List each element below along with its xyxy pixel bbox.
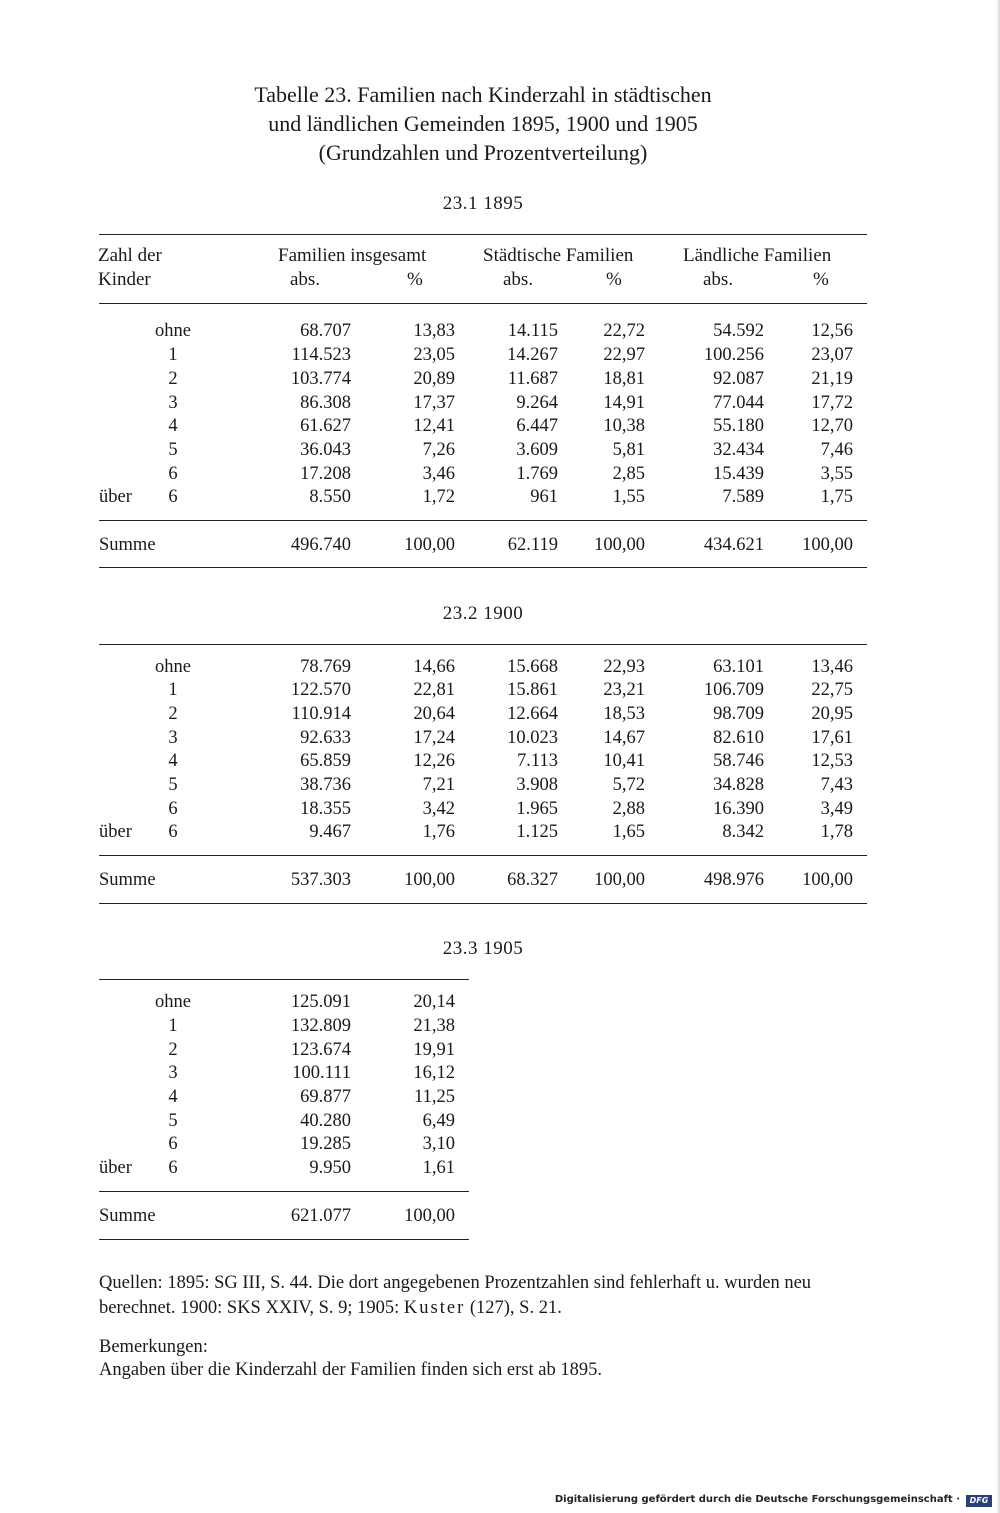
cell-insgesamt-pct: 19,91 — [413, 1040, 455, 1060]
header-kinder: Kinder — [98, 269, 151, 290]
cell-insgesamt-abs: 100.111 — [292, 1063, 351, 1083]
row-label: 4 — [168, 416, 178, 436]
cell-insgesamt-pct: 3,10 — [422, 1134, 455, 1154]
table-row — [0, 1061, 1000, 1085]
cell-staedtisch-abs: 12.664 — [507, 704, 558, 724]
cell-staedtisch-abs: 15.668 — [507, 657, 558, 677]
sum-row — [0, 533, 1000, 557]
cell-insgesamt-abs: 18.355 — [300, 799, 351, 819]
sum-insgesamt-pct: 100,00 — [404, 535, 455, 555]
header-abs-2: abs. — [503, 269, 534, 290]
section-top-rule — [99, 644, 867, 645]
row-prefix: über — [99, 822, 132, 842]
sum-insgesamt-abs: 621.077 — [290, 1206, 351, 1226]
cell-staedtisch-abs: 1.769 — [516, 464, 558, 484]
cell-insgesamt-pct: 17,24 — [413, 728, 455, 748]
cell-insgesamt-pct: 17,37 — [413, 393, 455, 413]
cell-staedtisch-abs: 1.965 — [516, 799, 558, 819]
sum-top-rule — [99, 520, 867, 521]
cell-laendlich-pct: 7,43 — [820, 775, 853, 795]
sum-laendlich-pct: 100,00 — [802, 535, 853, 555]
cell-laendlich-pct: 3,49 — [820, 799, 853, 819]
header-top-rule — [99, 234, 867, 235]
table-row — [0, 749, 1000, 773]
row-label: 6 — [168, 464, 178, 484]
sum-staedtisch-pct: 100,00 — [594, 870, 645, 890]
header-laendliche-familien: Ländliche Familien — [683, 245, 832, 266]
row-prefix: über — [99, 487, 132, 507]
row-label: 2 — [168, 369, 178, 389]
header-pct-1: % — [407, 269, 423, 290]
cell-staedtisch-pct: 18,81 — [603, 369, 645, 389]
row-label: 5 — [168, 775, 178, 795]
cell-laendlich-pct: 13,46 — [811, 657, 853, 677]
cell-laendlich-pct: 23,07 — [811, 345, 853, 365]
table-row — [0, 485, 1000, 509]
cell-insgesamt-abs: 125.091 — [290, 992, 351, 1012]
cell-insgesamt-abs: 9.950 — [309, 1158, 351, 1178]
cell-insgesamt-abs: 122.570 — [290, 680, 351, 700]
row-label: 6 — [168, 822, 178, 842]
cell-staedtisch-pct: 23,21 — [603, 680, 645, 700]
cell-laendlich-abs: 32.434 — [713, 440, 764, 460]
cell-laendlich-abs: 16.390 — [713, 799, 764, 819]
cell-insgesamt-abs: 38.736 — [300, 775, 351, 795]
table-row — [0, 678, 1000, 702]
cell-insgesamt-pct: 20,64 — [413, 704, 455, 724]
cell-laendlich-abs: 58.746 — [713, 751, 764, 771]
cell-staedtisch-abs: 10.023 — [507, 728, 558, 748]
cell-laendlich-abs: 15.439 — [713, 464, 764, 484]
cell-insgesamt-abs: 103.774 — [290, 369, 351, 389]
row-label: 3 — [168, 1063, 178, 1083]
sum-staedtisch-abs: 62.119 — [507, 535, 558, 555]
row-label: 5 — [168, 1111, 178, 1131]
cell-staedtisch-pct: 1,55 — [612, 487, 645, 507]
cell-insgesamt-abs: 78.769 — [300, 657, 351, 677]
cell-insgesamt-pct: 20,89 — [413, 369, 455, 389]
sources-note — [99, 1271, 879, 1321]
cell-insgesamt-pct: 20,14 — [413, 992, 455, 1012]
cell-staedtisch-abs: 3.908 — [516, 775, 558, 795]
cell-insgesamt-abs: 92.633 — [300, 728, 351, 748]
cell-insgesamt-pct: 14,66 — [413, 657, 455, 677]
section-end-rule — [99, 1239, 469, 1240]
sum-insgesamt-abs: 537.303 — [290, 870, 351, 890]
table-row — [0, 990, 1000, 1014]
cell-insgesamt-abs: 36.043 — [300, 440, 351, 460]
cell-insgesamt-abs: 123.674 — [290, 1040, 351, 1060]
section-end-rule — [99, 903, 867, 904]
cell-staedtisch-pct: 5,72 — [612, 775, 645, 795]
row-label: 3 — [168, 393, 178, 413]
cell-staedtisch-pct: 1,65 — [612, 822, 645, 842]
row-label: 6 — [168, 1158, 178, 1178]
sum-laendlich-abs: 434.621 — [703, 535, 764, 555]
title-line-2: und ländlichen Gemeinden 1895, 1900 und 1905 — [268, 111, 698, 136]
table-row — [0, 367, 1000, 391]
cell-staedtisch-abs: 1.125 — [516, 822, 558, 842]
cell-staedtisch-abs: 961 — [530, 487, 558, 507]
table-row — [0, 438, 1000, 462]
header-pct-2: % — [606, 269, 622, 290]
cell-insgesamt-pct: 22,81 — [413, 680, 455, 700]
title-line-3: (Grundzahlen und Prozentverteilung) — [318, 140, 648, 165]
remarks-text: Angaben über die Kinderzahl der Familien finden sich erst ab 1895. — [99, 1360, 602, 1380]
cell-laendlich-abs: 106.709 — [703, 680, 764, 700]
table-row — [0, 1109, 1000, 1133]
cell-insgesamt-abs: 8.550 — [309, 487, 351, 507]
header-familien-insgesamt: Familien insgesamt — [278, 245, 427, 266]
sources-author: Kuster — [403, 1298, 466, 1318]
cell-laendlich-abs: 82.610 — [713, 728, 764, 748]
sum-insgesamt-pct: 100,00 — [404, 870, 455, 890]
cell-insgesamt-abs: 19.285 — [300, 1134, 351, 1154]
row-label: 4 — [168, 751, 178, 771]
sum-row — [0, 868, 1000, 892]
dfg-logo: DFG — [966, 1495, 992, 1507]
sum-laendlich-pct: 100,00 — [802, 870, 853, 890]
cell-laendlich-abs: 8.342 — [722, 822, 764, 842]
cell-staedtisch-abs: 3.609 — [516, 440, 558, 460]
cell-laendlich-abs: 54.592 — [713, 321, 764, 341]
sources-text-1: Quellen: 1895: SG III, S. 44. Die dort angegebenen Prozentzahlen sind fehlerhaft u. wurden neu berechnet. 1900: SKS XXIV, S. 9; 1905: — [99, 1273, 812, 1318]
cell-insgesamt-pct: 3,46 — [422, 464, 455, 484]
cell-staedtisch-pct: 18,53 — [603, 704, 645, 724]
cell-insgesamt-abs: 132.809 — [290, 1016, 351, 1036]
row-label: 6 — [168, 1134, 178, 1154]
title-line-1: Tabelle 23. Familien nach Kinderzahl in städtischen — [254, 82, 712, 107]
cell-insgesamt-abs: 40.280 — [300, 1111, 351, 1131]
cell-laendlich-abs: 77.044 — [713, 393, 764, 413]
cell-staedtisch-abs: 7.113 — [517, 751, 558, 771]
header-abs-3: abs. — [703, 269, 734, 290]
cell-staedtisch-pct: 10,38 — [603, 416, 645, 436]
section-title-1895: 23.1 1895 — [442, 193, 524, 214]
cell-laendlich-abs: 7.589 — [722, 487, 764, 507]
cell-staedtisch-abs: 15.861 — [507, 680, 558, 700]
cell-insgesamt-abs: 65.859 — [300, 751, 351, 771]
cell-insgesamt-pct: 21,38 — [413, 1016, 455, 1036]
cell-insgesamt-abs: 17.208 — [300, 464, 351, 484]
cell-laendlich-abs: 55.180 — [713, 416, 764, 436]
row-label: 3 — [168, 728, 178, 748]
header-pct-3: % — [813, 269, 829, 290]
table-row — [0, 726, 1000, 750]
cell-laendlich-pct: 12,56 — [811, 321, 853, 341]
row-label: 1 — [168, 1016, 178, 1036]
cell-insgesamt-pct: 1,72 — [422, 487, 455, 507]
cell-insgesamt-pct: 13,83 — [413, 321, 455, 341]
cell-insgesamt-pct: 7,26 — [422, 440, 455, 460]
sum-insgesamt-pct: 100,00 — [404, 1206, 455, 1226]
cell-laendlich-pct: 3,55 — [820, 464, 853, 484]
cell-insgesamt-pct: 1,61 — [422, 1158, 455, 1178]
row-label: 2 — [168, 704, 178, 724]
row-prefix: über — [99, 1158, 132, 1178]
cell-staedtisch-abs: 14.115 — [507, 321, 558, 341]
table-row — [0, 319, 1000, 343]
table-row — [0, 702, 1000, 726]
table-row — [0, 820, 1000, 844]
table-row — [0, 462, 1000, 486]
cell-laendlich-pct: 1,75 — [820, 487, 853, 507]
table-title — [0, 80, 966, 167]
section-end-rule — [99, 567, 867, 568]
cell-laendlich-pct: 17,61 — [811, 728, 853, 748]
cell-insgesamt-abs: 86.308 — [300, 393, 351, 413]
cell-laendlich-pct: 12,70 — [811, 416, 853, 436]
row-label: 1 — [168, 680, 178, 700]
table-row — [0, 1132, 1000, 1156]
sum-label: Summe — [99, 870, 156, 890]
remarks-title: Bemerkungen: — [99, 1337, 208, 1357]
cell-staedtisch-pct: 14,91 — [603, 393, 645, 413]
cell-insgesamt-abs: 61.627 — [300, 416, 351, 436]
cell-staedtisch-abs: 6.447 — [516, 416, 558, 436]
section-title-1900: 23.2 1900 — [442, 603, 524, 624]
cell-insgesamt-pct: 3,42 — [422, 799, 455, 819]
cell-laendlich-abs: 92.087 — [713, 369, 764, 389]
cell-laendlich-abs: 100.256 — [703, 345, 764, 365]
cell-insgesamt-pct: 11,25 — [414, 1087, 455, 1107]
cell-insgesamt-pct: 1,76 — [422, 822, 455, 842]
cell-insgesamt-pct: 6,49 — [422, 1111, 455, 1131]
cell-staedtisch-pct: 14,67 — [603, 728, 645, 748]
header-zahl-der: Zahl der — [98, 245, 162, 266]
table-row — [0, 391, 1000, 415]
cell-laendlich-pct: 20,95 — [811, 704, 853, 724]
cell-laendlich-abs: 98.709 — [713, 704, 764, 724]
table-row — [0, 1085, 1000, 1109]
table-row — [0, 773, 1000, 797]
row-label: ohne — [155, 992, 191, 1012]
cell-insgesamt-pct: 23,05 — [413, 345, 455, 365]
cell-insgesamt-abs: 68.707 — [300, 321, 351, 341]
cell-staedtisch-abs: 14.267 — [507, 345, 558, 365]
row-label: 4 — [168, 1087, 178, 1107]
table-row — [0, 414, 1000, 438]
table-row — [0, 1014, 1000, 1038]
sum-label: Summe — [99, 535, 156, 555]
header-bottom-rule — [99, 303, 867, 304]
header-abs-1: abs. — [290, 269, 321, 290]
digitization-footer: Digitalisierung gefördert durch die Deutsche Forschungsgemeinschaft · — [554, 1494, 960, 1505]
cell-staedtisch-pct: 10,41 — [603, 751, 645, 771]
cell-laendlich-pct: 1,78 — [820, 822, 853, 842]
cell-laendlich-pct: 22,75 — [811, 680, 853, 700]
cell-insgesamt-abs: 69.877 — [300, 1087, 351, 1107]
cell-insgesamt-abs: 110.914 — [291, 704, 351, 724]
sum-row — [0, 1204, 1000, 1228]
section-title-1905: 23.3 1905 — [442, 938, 524, 959]
cell-laendlich-pct: 21,19 — [811, 369, 853, 389]
sources-text-2: (127), S. 21. — [465, 1298, 562, 1318]
section-top-rule — [99, 979, 469, 980]
cell-staedtisch-abs: 9.264 — [516, 393, 558, 413]
table-row — [0, 797, 1000, 821]
sum-top-rule — [99, 1191, 469, 1192]
cell-insgesamt-pct: 16,12 — [413, 1063, 455, 1083]
cell-laendlich-pct: 12,53 — [811, 751, 853, 771]
cell-insgesamt-abs: 114.523 — [291, 345, 351, 365]
cell-staedtisch-pct: 22,97 — [603, 345, 645, 365]
cell-staedtisch-pct: 22,72 — [603, 321, 645, 341]
sum-top-rule — [99, 855, 867, 856]
table-row — [0, 655, 1000, 679]
row-label: 6 — [168, 799, 178, 819]
row-label: ohne — [155, 321, 191, 341]
cell-staedtisch-pct: 2,85 — [612, 464, 645, 484]
cell-insgesamt-pct: 12,26 — [413, 751, 455, 771]
cell-staedtisch-abs: 11.687 — [507, 369, 558, 389]
cell-laendlich-abs: 63.101 — [713, 657, 764, 677]
cell-staedtisch-pct: 2,88 — [612, 799, 645, 819]
row-label: 5 — [168, 440, 178, 460]
sum-staedtisch-pct: 100,00 — [594, 535, 645, 555]
cell-laendlich-pct: 17,72 — [811, 393, 853, 413]
table-row — [0, 1038, 1000, 1062]
cell-insgesamt-abs: 9.467 — [309, 822, 351, 842]
cell-staedtisch-pct: 5,81 — [612, 440, 645, 460]
row-label: 1 — [168, 345, 178, 365]
cell-insgesamt-pct: 7,21 — [422, 775, 455, 795]
row-label: 2 — [168, 1040, 178, 1060]
sum-label: Summe — [99, 1206, 156, 1226]
sum-laendlich-abs: 498.976 — [703, 870, 764, 890]
cell-laendlich-abs: 34.828 — [713, 775, 764, 795]
cell-staedtisch-pct: 22,93 — [603, 657, 645, 677]
cell-insgesamt-pct: 12,41 — [413, 416, 455, 436]
header-staedtische-familien: Städtische Familien — [483, 245, 634, 266]
row-label: 6 — [168, 487, 178, 507]
row-label: ohne — [155, 657, 191, 677]
cell-laendlich-pct: 7,46 — [820, 440, 853, 460]
table-row — [0, 1156, 1000, 1180]
sum-insgesamt-abs: 496.740 — [290, 535, 351, 555]
sum-staedtisch-abs: 68.327 — [507, 870, 558, 890]
table-row — [0, 343, 1000, 367]
